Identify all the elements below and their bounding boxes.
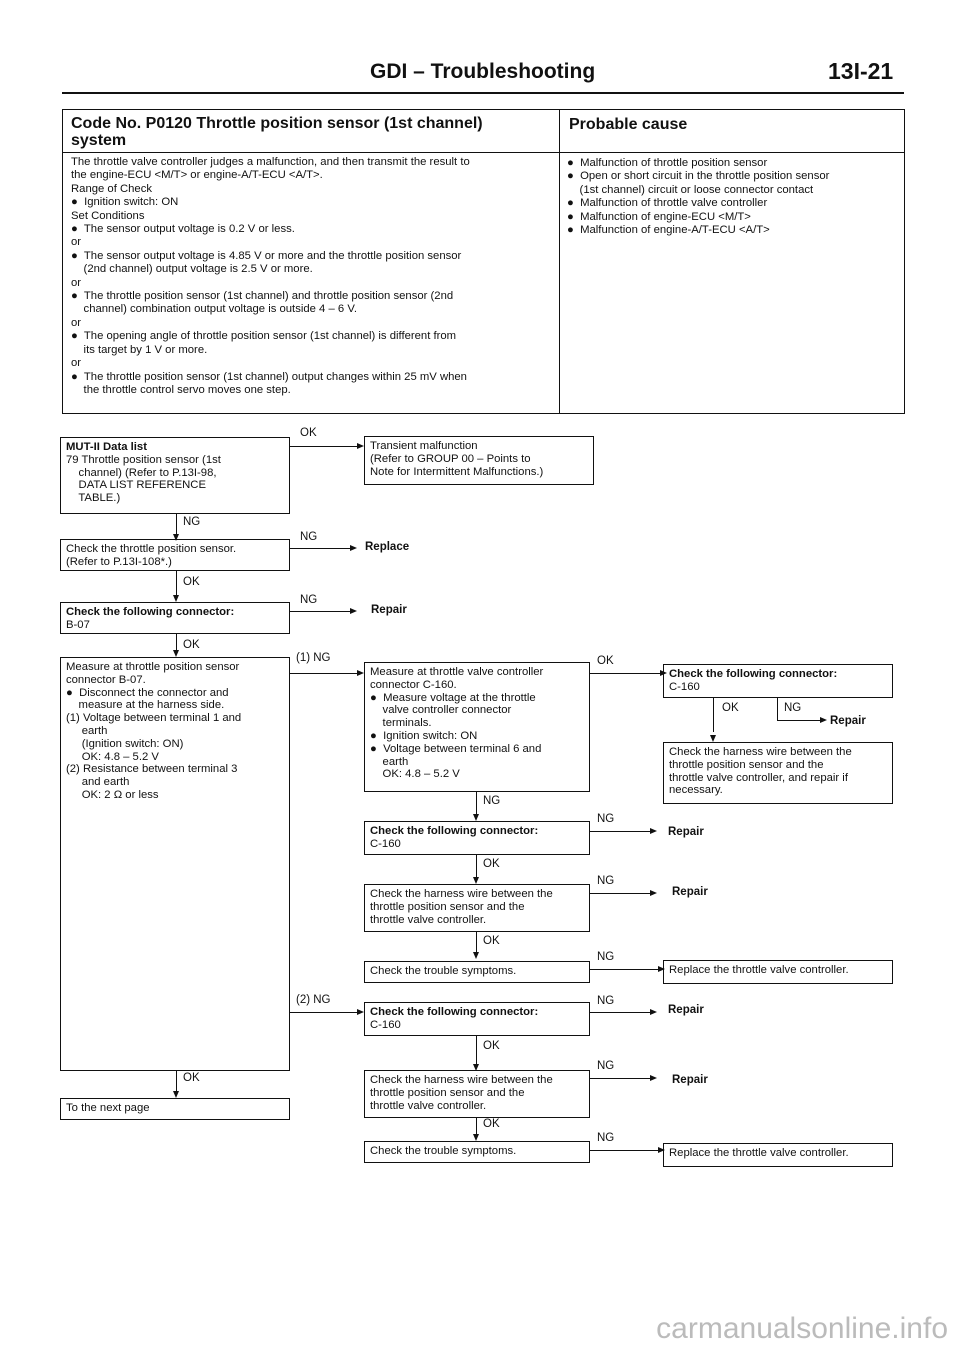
harness-check-box: Check the harness wire between the throttle position sensor and the throttle valve controller.: [364, 1070, 590, 1118]
code-description: The throttle valve controller judges a malfunction, and then transmit the result to the engine-ECU <M/T> or engine-A/T-ECU <A/T>. Range of Check ● Ignition switch: ON Set Conditions ● The sensor output voltage is 0.2 V or less. or ● The sensor output voltage is 4.85 V or more and the throttle position sensor (2nd channel) output voltage is 2.5 V or more. or ● The throttle position sensor (1st channel) and throttle position sensor (2nd channel) combination output voltage is outside 4 – 6 V. or ● The opening angle of throttle position sensor (1st channel) is different from its target by 1 V or more. or ● The throttle position sensor (1st channel) output changes within 25 mV when the throttle control servo moves one step.: [71, 156, 470, 396]
check-connector-c160-box: [663, 664, 893, 698]
ok-label: OK: [597, 655, 614, 667]
next-page-box: To the next page: [60, 1098, 290, 1120]
check-conn-title: Check the following connector:: [669, 668, 838, 680]
ok-label: OK: [183, 1072, 200, 1084]
connector-line: [590, 1012, 650, 1013]
connector-line: [590, 1150, 660, 1151]
ok-label: OK: [300, 427, 317, 439]
connector-line: [590, 1078, 650, 1079]
ng-label: NG: [183, 516, 201, 528]
repair-label: Repair: [668, 826, 704, 838]
ng-label: NG: [597, 1060, 615, 1072]
probable-cause-title: Probable cause: [569, 116, 688, 133]
arrow-down: [473, 1134, 479, 1141]
ng-label: NG: [483, 795, 501, 807]
ng2-label: (2) NG: [296, 994, 331, 1006]
arrow-down: [173, 1091, 179, 1098]
connector-line: [290, 611, 350, 612]
watermark: carmanualsonline.info: [656, 1312, 948, 1345]
ok-label: OK: [483, 1118, 500, 1130]
page-title: GDI – Troubleshooting: [370, 60, 596, 83]
header-rule: [62, 92, 904, 94]
ok-label: OK: [183, 639, 200, 651]
table-header-rule: [63, 152, 904, 153]
ok-label: OK: [722, 702, 739, 714]
code-title: Code No. P0120 Throttle position sensor (1st channel) system: [71, 115, 483, 149]
mut-body: 79 Throttle position sensor (1st channel) (Refer to P.13I-98, DATA LIST REFERENCE TABLE.): [66, 453, 221, 505]
replace-label: Replace: [365, 541, 410, 553]
trouble-symptoms-box: Check the trouble symptoms.: [364, 961, 590, 983]
arrow-right: [357, 670, 364, 676]
ng-label: NG: [597, 995, 615, 1007]
code-table: [62, 109, 905, 414]
ng1-label: (1) NG: [296, 652, 331, 664]
check-conn-title: Check the following connector:: [370, 825, 539, 837]
ok-label: OK: [483, 1040, 500, 1052]
connector-line: [590, 969, 660, 970]
connector-line: [590, 893, 650, 894]
connector-line: [290, 548, 350, 549]
connector-line: [777, 720, 822, 721]
conn-label: C-160: [370, 1018, 401, 1031]
arrow-down: [473, 952, 479, 959]
check-conn-title: Check the following connector:: [370, 1006, 539, 1018]
arrow-right: [650, 1075, 657, 1081]
repair-label: Repair: [371, 604, 407, 616]
replace-controller-box: Replace the throttle valve controller.: [663, 1143, 893, 1167]
conn-label: C-160: [370, 837, 401, 850]
repair-label: Repair: [672, 1074, 708, 1086]
arrow-down: [473, 814, 479, 821]
connector-line: [290, 1012, 357, 1013]
arrow-right: [350, 608, 357, 614]
arrow-down: [173, 595, 179, 602]
ng-label: NG: [597, 951, 615, 963]
repair-label: Repair: [668, 1004, 704, 1016]
check-connector-c160-box: [364, 1002, 590, 1036]
measure-b07-box: Measure at throttle position sensor connector B-07. ● Disconnect the connector and measure at the harness side. (1) Voltage between terminal 1 and earth (Ignition switch: ON) OK: 4.8 – 5.2 V (2) Resistance between terminal 3 and earth OK: 2 Ω or less: [60, 657, 290, 1071]
probable-cause-list: ● Malfunction of throttle position sensor ● Open or short circuit in the throttle position sensor (1st channel) circuit or loose connector contact ● Malfunction of throttle valve controller ● Malfunction of engine-ECU <M/T> ● Malfunction of engine-A/T-ECU <A/T>: [567, 157, 830, 237]
repair-label: Repair: [830, 715, 866, 727]
conn-label: C-160: [669, 680, 700, 693]
check-connector-c160-box: [364, 821, 590, 855]
conn-label: B-07: [66, 618, 90, 631]
arrow-right: [357, 443, 364, 449]
connector-line: [777, 698, 778, 720]
ok-label: OK: [483, 858, 500, 870]
connector-line: [590, 673, 660, 674]
repair-label: Repair: [672, 886, 708, 898]
connector-line: [713, 698, 714, 732]
arrow-right: [820, 717, 827, 723]
ng-label: NG: [784, 702, 802, 714]
mut-title: MUT-II Data list: [66, 441, 147, 453]
harness-check-box: Check the harness wire between the throttle position sensor and the throttle valve controller.: [364, 884, 590, 932]
arrow-right: [650, 1009, 657, 1015]
arrow-right: [650, 890, 657, 896]
ng-label: NG: [597, 813, 615, 825]
mut-data-box: [60, 437, 290, 514]
arrow-right: [350, 545, 357, 551]
measure-c160-box: Measure at throttle valve controller connector C-160. ● Measure voltage at the throttle valve controller connector terminals. ● Ignition switch: ON ● Voltage between terminal 6 and earth OK: 4.8 – 5.2 V: [364, 662, 590, 792]
ng-label: NG: [300, 594, 318, 606]
ng-label: NG: [597, 875, 615, 887]
arrow-down: [710, 735, 716, 742]
connector-line: [590, 831, 650, 832]
arrow-right: [357, 1009, 364, 1015]
replace-controller-box: Replace the throttle valve controller.: [663, 960, 893, 984]
ok-label: OK: [183, 576, 200, 588]
check-conn-title: Check the following connector:: [66, 606, 235, 618]
page-number: 13I-21: [828, 58, 894, 84]
arrow-down: [173, 650, 179, 657]
check-connector-b07-box: [60, 602, 290, 634]
arrow-down: [473, 877, 479, 884]
ng-label: NG: [597, 1132, 615, 1144]
arrow-right: [650, 828, 657, 834]
harness-repair-box: Check the harness wire between the throttle position sensor and the throttle valve controller, and repair if necessary.: [663, 742, 893, 804]
ok-label: OK: [483, 935, 500, 947]
ng-label: NG: [300, 531, 318, 543]
connector-line: [290, 446, 357, 447]
check-sensor-box: Check the throttle position sensor. (Refer to P.13I-108*.): [60, 539, 290, 571]
table-divider: [559, 110, 560, 413]
trouble-symptoms-box: Check the trouble symptoms.: [364, 1141, 590, 1163]
transient-box: Transient malfunction (Refer to GROUP 00 – Points to Note for Intermittent Malfunctions.): [364, 436, 594, 485]
connector-line: [290, 673, 357, 674]
